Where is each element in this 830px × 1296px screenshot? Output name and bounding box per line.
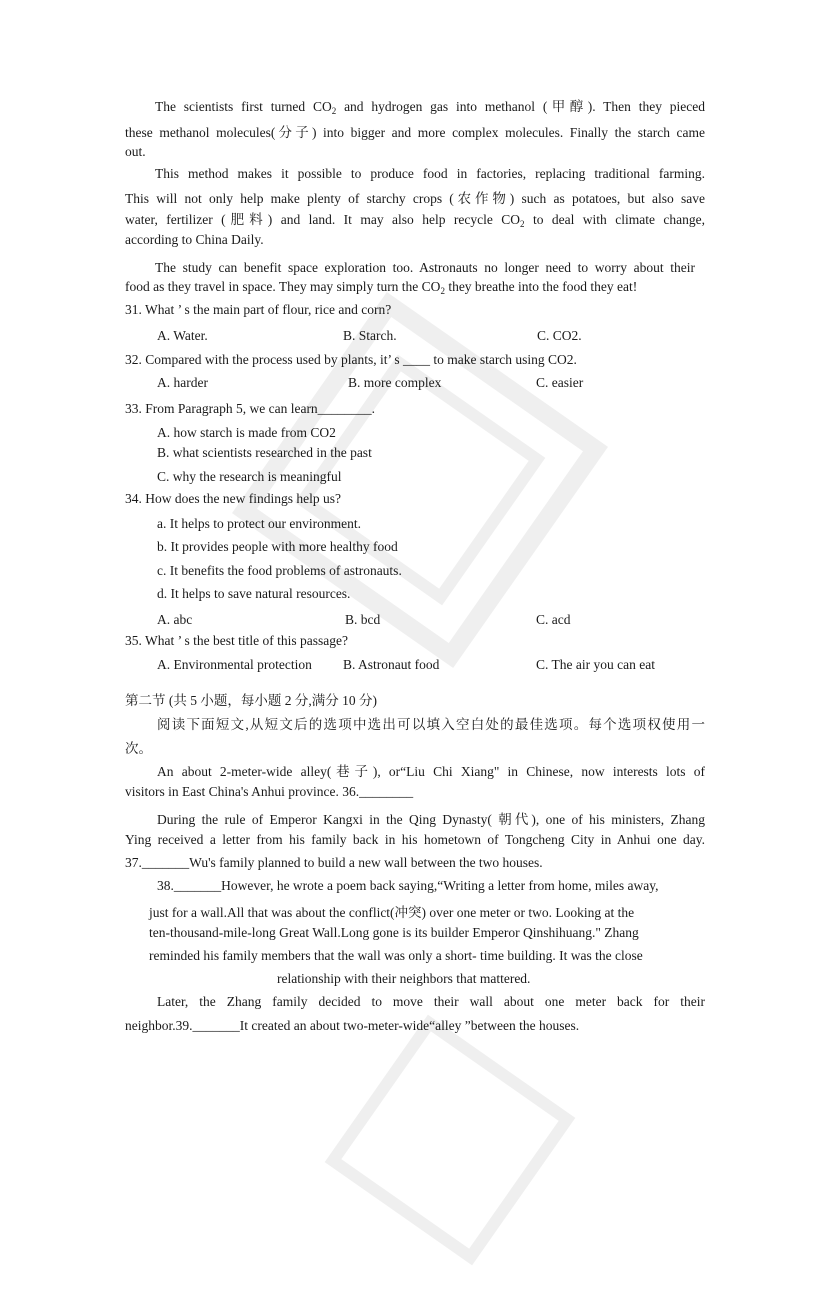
story-p4-line2: neighbor.39._______It created an about two-meter-wide“alley ”between the houses. [125,1018,580,1033]
question-33-option-b: B. what scientists researched in the past [157,445,372,460]
passage-p2-line2: This will not only help make plenty of starchy crops (农作物) such as potatoes, but also save [125,191,705,206]
story-p3-line3: ten-thousand-mile-long Great Wall.Long gone is its builder Emperor Qinshihuang." Zhang [149,925,639,940]
question-34-item-a: a. It helps to protect our environment. [157,516,361,531]
passage-p2-line1: This method makes it possible to produce food in factories, replacing traditional farming. [155,166,705,181]
question-35-option-a: A. Environmental protection [157,657,312,672]
passage-p1-line1: The scientists first turned $CO_2$ and hydrogen gas into methanol (甲醇). Then they pieced [155,99,705,116]
story-p3-line2: just for a wall.All that was about the conflict(冲突) over one meter or two. Looking at the [149,905,635,920]
story-p3-line4: reminded his family members that the wall was only a short- time building. It was the close [149,948,643,963]
question-32-option-c: C. easier [536,375,584,390]
question-32-stem: 32. Compared with the process used by plants, it’ s ____ to make starch using CO2. [125,352,577,367]
question-35-stem: 35. What ’ s the best title of this passage? [125,633,348,648]
section2-heading: 第二节 (共 5 小题，每小题 2 分,满分 10 分) [125,693,377,708]
question-34-option-a: A. abc [157,612,193,627]
question-34-item-c: c. It benefits the food problems of astronauts. [157,563,402,578]
passage-p2-line4: according to China Daily. [125,232,264,247]
question-33-option-a: A. how starch is made from CO2 [157,425,336,440]
story-p2-line1: During the rule of Emperor Kangxi in the Qing Dynasty( 朝代), one of his ministers, Zhang [157,812,705,827]
question-33-option-c: C. why the research is meaningful [157,469,342,484]
question-31-option-c: C. CO2. [537,328,582,343]
question-34-stem: 34. How does the new findings help us? [125,491,341,506]
question-33-stem: 33. From Paragraph 5, we can learn________. [125,401,376,416]
passage-p1-line3: out. [125,144,146,159]
passage-p1-line2: these methanol molecules(分子) into bigger and more complex molecules. Finally the starch came [125,125,705,140]
passage-p3-line1: The study can benefit space exploration too. Astronauts no longer need to worry about their [155,260,695,275]
question-35-option-c: C. The air you can eat [536,657,655,672]
question-34-option-b: B. bcd [345,612,381,627]
section2-instruction-line1: 阅读下面短文,从短文后的选项中选出可以填入空白处的最佳选项。每个选项权使用一 [157,717,705,732]
story-p4-line1: Later, the Zhang family decided to move their wall about one meter back for their [157,994,705,1009]
question-34-option-c: C. acd [536,612,571,627]
story-p2-line2: Ying received a letter from his family back in his hometown of Tongcheng City in Anhui one day. [125,832,705,847]
question-32-option-a: A. harder [157,375,208,390]
story-p2-line3: 37._______Wu's family planned to build a new wall between the two houses. [125,855,543,870]
question-31-option-a: A. Water. [157,328,208,343]
question-35-option-b: B. Astronaut food [343,657,440,672]
question-31-option-b: B. Starch. [343,328,397,343]
section2-instruction-line2: 次。 [125,741,152,756]
question-32-option-b: B. more complex [348,375,442,390]
question-31-stem: 31. What ’ s the main part of flour, rice and corn? [125,302,392,317]
story-p1-line2: visitors in East China's Anhui province. 36.________ [125,784,414,799]
question-34-item-b: b. It provides people with more healthy food [157,539,398,554]
story-p3-line1: 38._______However, he wrote a poem back saying,“Writing a letter from home, miles away, [157,878,659,893]
question-34-item-d: d. It helps to save natural resources. [157,586,351,601]
story-p3-line5: relationship with their neighbors that mattered. [277,971,531,986]
passage-p2-line3: water, fertilizer (肥料) and land. It may also help recycle $CO_2$ to deal with climate change, [125,212,705,229]
story-p1-line1: An about 2-meter-wide alley(巷子), or“Liu Chi Xiang" in Chinese, now interests lots of [157,764,705,779]
passage-p3-line2: food as they travel in space. They may simply turn the $CO_2$ they breathe into the food they eat! [125,279,638,296]
